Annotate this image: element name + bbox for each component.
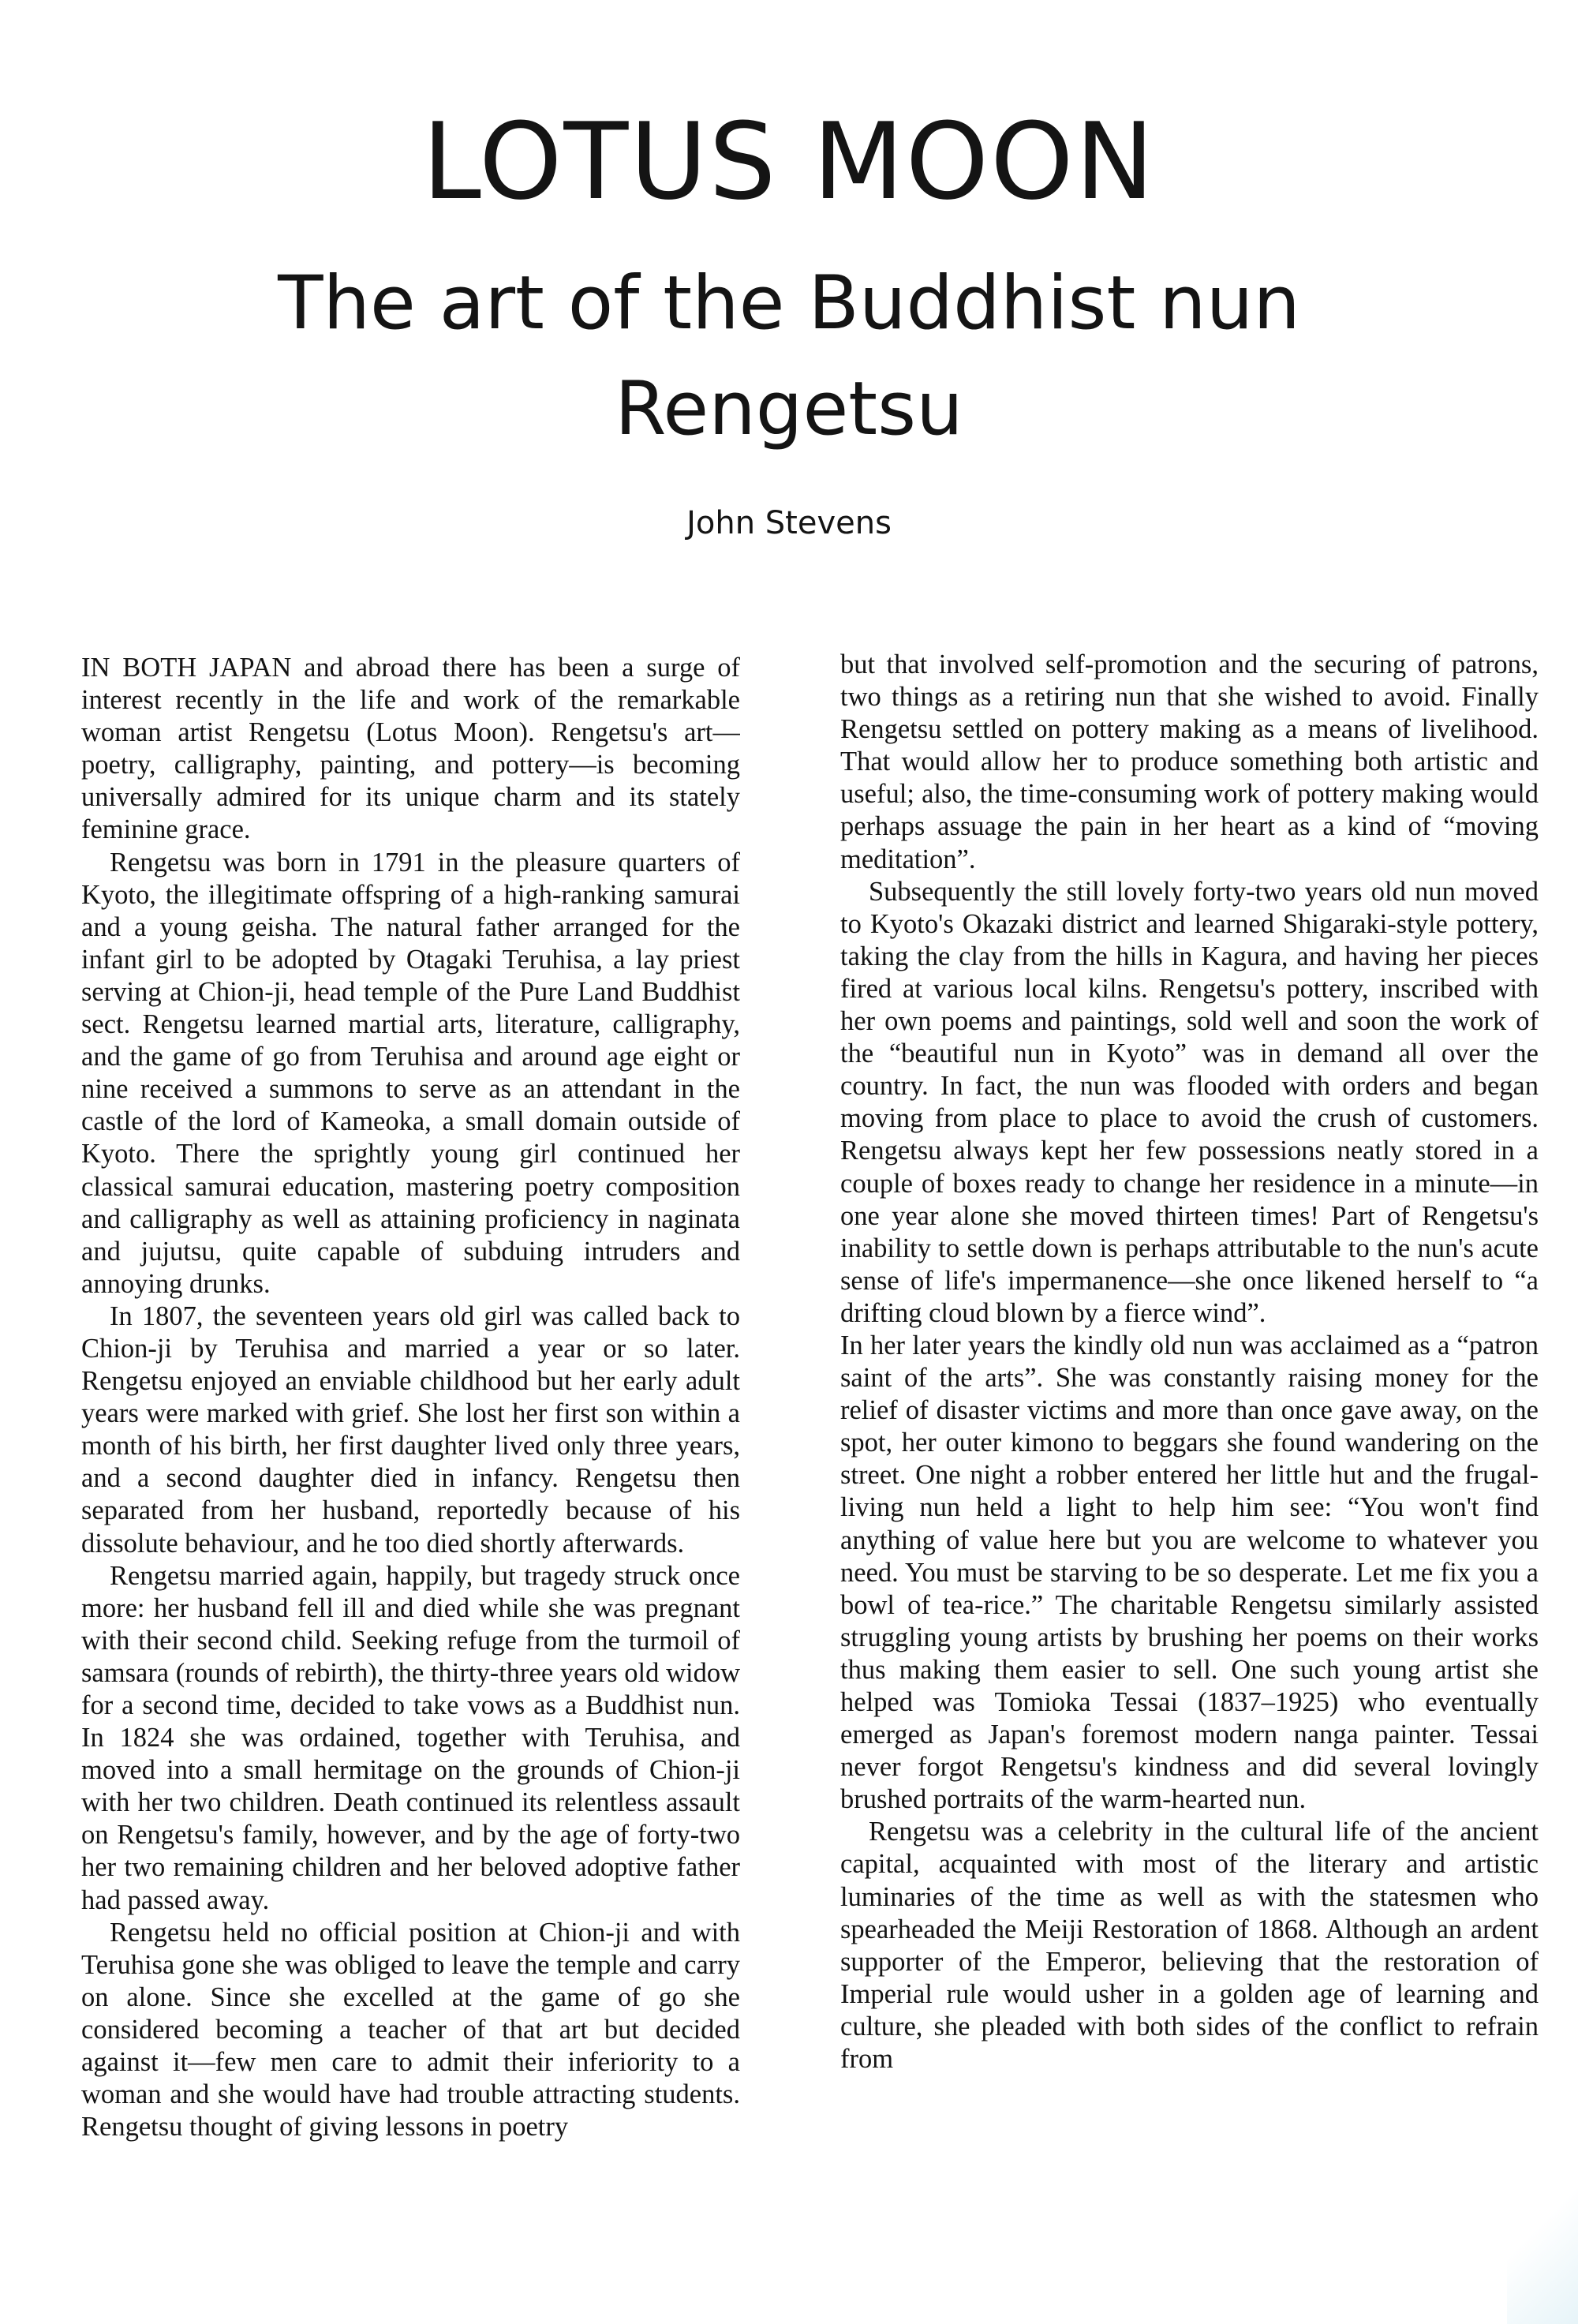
scan-edge-tint: [1507, 2166, 1578, 2324]
paragraph: Rengetsu was born in 1791 in the pleasure quarters of Kyoto, the illegitimate offspring of a high-ranking samurai and a young geisha. The natural father arranged for the infant girl to be adopted by Otagaki Teruhisa, a lay priest serving at Chion-ji, head temple of the Pure Land Buddhist sect. Rengetsu learned martial arts, literature, calligraphy, and the game of go from Teruhisa and around age eight or nine received a summons to serve as an attendant in the castle of the lord of Kameoka, a small domain outside of Kyoto. There the sprightly young girl continued her classical samurai education, mastering poetry composition and calligraphy as well as attaining proficiency in naginata and jujutsu, quite capable of subduing intruders and annoying drunks.: [81, 847, 740, 1299]
right-column: [840, 649, 1539, 2227]
paragraph: Rengetsu was a celebrity in the cultural life of the ancient capital, acquainted with most of the literary and artistic luminaries of the time as well as with the statesmen who spearheaded the Meiji Restoration of 1868. Although an ardent supporter of the Emperor, believing that the restoration of Imperial rule would usher in a golden age of learning and culture, she pleaded with both sides of the conflict to refrain from: [840, 1817, 1539, 2075]
paragraph: Subsequently the still lovely forty-two years old nun moved to Kyoto's Okazaki district and learned Shigaraki-style pottery, taking the clay from the hills in Kagura, and having her pieces fired at various local kilns. Rengetsu's pottery, inscribed with her own poems and paintings, sold well and soon the work of the “beautiful nun in Kyoto” was in demand all over the country. In fact, the nun was flooded with orders and began moving from place to place to avoid the crush of customers. Rengetsu always kept her few possessions neatly stored in a couple of boxes ready to change her residence in a minute—in one year alone she moved thirteen times! Part of Rengetsu's inability to settle down is perhaps attributable to the nun's acute sense of life's impermanence—she once likened herself to “a drifting cloud blown by a fierce wind”.: [840, 876, 1539, 1328]
article-title: LOTUS MOON: [422, 100, 1156, 223]
paragraph: In her later years the kindly old nun was acclaimed as a “patron saint of the arts”. She was constantly raising money for the relief of disaster victims and more than once gave away, on the spot, her outer kimono to beggars she found wandering on the street. One night a robber entered her little hut and the frugal-living nun held a light to help him see: “You won't find anything of value here but you are welcome to whatever you need. You must be starving to be so desperate. Let me fix you a bowl of tea-rice.” The charitable Rengetsu similarly assisted struggling young artists by brushing her poems on their works thus making them easier to sell. One such young artist she helped was Tomioka Tessai (1837–1925) who eventually emerged as Japan's foremost modern nanga painter. Tessai never forgot Rengetsu's kindness and did several lovingly brushed portraits of the warm-hearted nun.: [840, 1330, 1539, 1815]
author-byline: John Stevens: [686, 505, 892, 541]
paragraph: IN BOTH JAPAN and abroad there has been a surge of interest recently in the life and work of the remarkable woman artist Rengetsu (Lotus Moon). Rengetsu's art—poetry, calligraphy, painting, and pottery—is becoming universally admired for its unique charm and its stately feminine grace.: [81, 653, 740, 845]
article-subtitle: The art of the Buddhist nun Rengetsu: [278, 260, 1300, 452]
left-column: [81, 652, 740, 2230]
paragraph: Rengetsu held no official position at Chion-ji and with Teruhisa gone she was obliged to leave the temple and carry on alone. Since she excelled at the game of go she considered becoming a teacher of that art but decided against it—few men care to admit their inferiority to a woman and she would have had trouble attracting students. Rengetsu thought of giving lessons in poetry: [81, 1917, 740, 2142]
paragraph: Rengetsu married again, happily, but tragedy struck once more: her husband fell ill and died while she was pregnant with their second child. Seeking refuge from the turmoil of samsara (rounds of rebirth), the thirty-three years old widow for a second time, decided to take vows as a Buddhist nun. In 1824 she was ordained, together with Teruhisa, and moved into a small hermitage on the grounds of Chion-ji with her two children. Death continued its relentless assault on Rengetsu's family, however, and by the age of forty-two her two remaining children and her beloved adoptive father had passed away.: [81, 1560, 740, 1915]
paragraph: but that involved self-promotion and the securing of patrons, two things as a retiring nun that she wished to avoid. Finally Rengetsu settled on pottery making as a means of livelihood. That would allow her to produce something both artistic and useful; also, the time-consuming work of pottery making would perhaps assuage the pain in her heart as a kind of “moving meditation”.: [840, 649, 1539, 874]
paragraph: In 1807, the seventeen years old girl was called back to Chion-ji by Teruhisa and married a year or so later. Rengetsu enjoyed an enviable childhood but her early adult years were marked with grief. She lost her first son within a month of his birth, her first daughter lived only three years, and a second daughter died in infancy. Rengetsu then separated from her husband, reportedly because of his dissolute behaviour, and he too died shortly afterwards.: [81, 1300, 740, 1559]
